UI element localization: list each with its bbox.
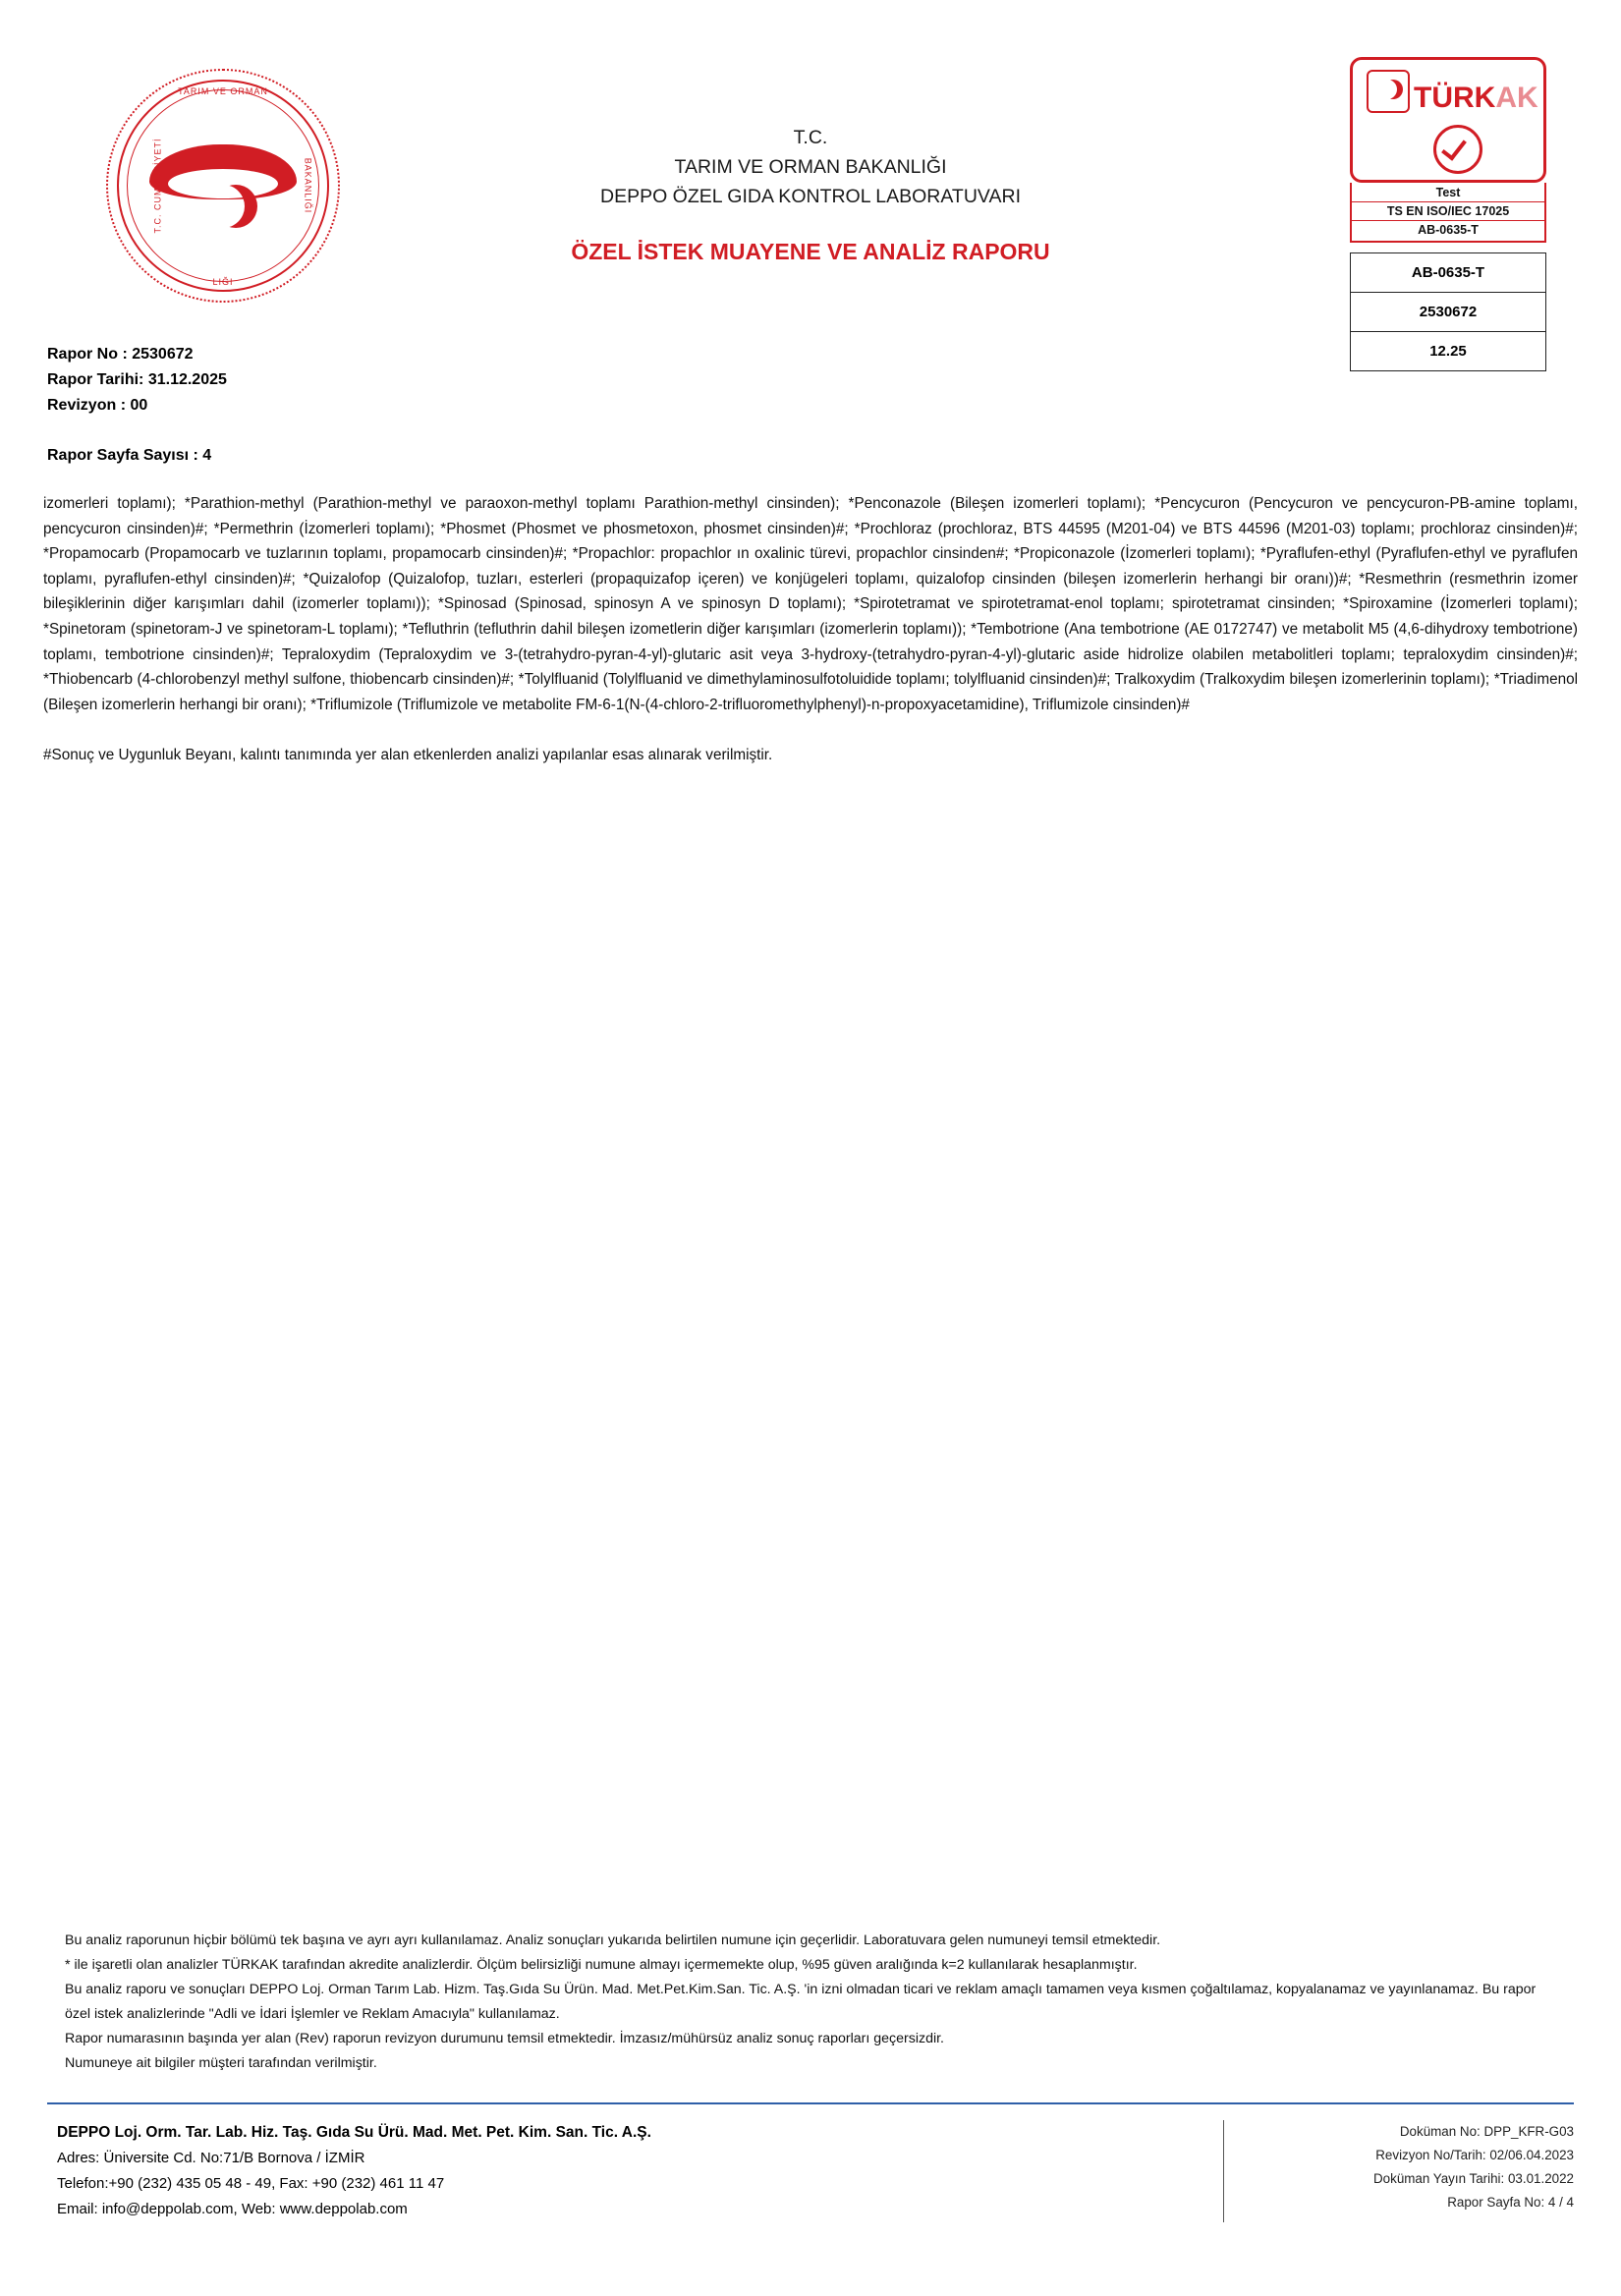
turkak-box-date: 12.25 [1429,343,1467,360]
report-no: Rapor No : 2530672 [47,346,194,363]
turkak-word-main: TÜRK [1414,82,1496,114]
report-meta [47,342,227,419]
turkak-accreditation-code: AB-0635-T [1352,220,1544,239]
disclaimer-block [65,1929,1556,2076]
turkak-box-report-no: 2530672 [1351,293,1545,332]
org-line-2: TARIM VE ORMAN BAKANLIĞI [674,156,947,178]
disclaimer-line-1: Bu analiz raporunun hiçbir bölümü tek başına ve ayrı ayrı kullanılamaz. Analiz sonuçları yukarıda belirtilen numune için geçerlidir. Laboratuvara gelen numuneyi temsil etmektedir. [65,1932,1161,1948]
report-page-count: Rapor Sayfa Sayısı : 4 [47,447,212,464]
footer-page-no: Rapor Sayfa No: 4 / 4 [1447,2195,1574,2210]
page-title: ÖZEL İSTEK MUAYENE VE ANALİZ RAPORU [571,239,1050,264]
footer-company-name: DEPPO Loj. Orm. Tar. Lab. Hiz. Taş. Gıda Su Ürü. Mad. Met. Pet. Kim. San. Tic. A.Ş. [57,2124,651,2141]
check-badge-icon [1433,125,1482,174]
disclaimer-line-5: Numuneye ait bilgiler müşteri tarafından verilmiştir. [65,2055,377,2071]
org-line-1: T.C. [793,127,828,148]
footer-revision: Revizyon No/Tarih: 02/06.04.2023 [1375,2148,1574,2162]
seal-text-left: T.C. CUMHURİYETİ [152,138,163,234]
seal-text-top: TARIM VE ORMAN [178,86,268,96]
footer-doc-no: Doküman No: DPP_KFR-G03 [1399,2124,1574,2139]
turkak-accreditation-block [1350,57,1546,371]
report-footer [57,2120,1574,2222]
crescent-icon [1377,80,1397,99]
footer-phone: Telefon:+90 (232) 435 05 48 - 49, Fax: +90 (232) 461 11 47 [57,2175,445,2192]
seal-text-right: BAKANLIĞI [303,157,313,214]
footer-divider [47,2102,1574,2104]
turkak-test-label: Test [1435,186,1461,199]
disclaimer-line-4: Rapor numarasının başında yer alan (Rev) raporun revizyon durumunu temsil etmektedir. İmzasız/mühürsüz analiz sonuç raporları geçersizdir. [65,2031,945,2046]
turkak-standard: TS EN ISO/IEC 17025 [1352,201,1544,220]
disclaimer-line-3: Bu analiz raporu ve sonuçları DEPPO Loj. Orman Tarım Lab. Hizm. Taş.Gıda Su Ürün. Mad. Met.Pet.Kim.San. Tic. A.Ş. 'in izni olmadan ticari ve reklam amaçlı tamamen veya kısmen çoğaltılamaz, kopyalanamaz ve yayınlanamaz. Bu rapor özel istek analizlerinde "Adli ve İdari İşlemler ve Reklam Amacıyla" kullanılamaz. [65,1982,1537,2022]
turkak-info-table [1350,252,1546,371]
turkak-logo [1350,57,1546,183]
footer-email: Email: info@deppolab.com, Web: www.deppolab.com [57,2201,408,2217]
org-line-3: DEPPO ÖZEL GIDA KONTROL LABORATUVARI [599,186,1021,207]
turkak-word-accent: AK [1495,82,1538,114]
turkish-flag-icon [1367,70,1410,113]
report-revision: Revizyon : 00 [47,397,148,414]
footer-publish-date: Doküman Yayın Tarihi: 03.01.2022 [1373,2171,1574,2186]
footer-company-block [57,2120,651,2222]
footer-document-block [1223,2120,1574,2222]
footer-address: Adres: Üniversite Cd. No:71/B Bornova / İZMİR [57,2150,365,2166]
analysis-scope-text [43,491,1578,768]
analysis-note: #Sonuç ve Uygunluk Beyanı, kalıntı tanımında yer alan etkenlerden analizi yapılanlar esas alınarak verilmiştir. [43,747,773,764]
seal-text-bottom: LIĞI [212,277,234,287]
header-title-block [47,123,1574,265]
analysis-paragraph: izomerleri toplamı); *Parathion-methyl (Parathion-methyl ve paraoxon-methyl toplamı Parathion-methyl cinsinden); *Penconazole (Bileşen izomerleri toplamı); *Pencycuron (Pencycuron ve pencycuron-PB-amine toplamı, pencycuron cinsinden)#; *Permethrin (İzomerleri toplamı); *Phosmet (Phosmet ve phosmetoxon, phosmet cinsinden)#; *Prochloraz (prochloraz, BTS 44595 (M201-04) ve BTS 44596 (M201-03) toplamı; prochloraz cinsinden)#; *Propamocarb (Propamocarb ve tuzlarının toplamı, propamocarb cinsinden)#; *Propachlor: propachlor ın oxalinic türevi, propachlor cinsinden#; *Propiconazole (İzomerleri toplamı); *Pyraflufen-ethyl (Pyraflufen-ethyl ve pyraflufen toplamı, pyraflufen-ethyl cinsinden)#; *Quizalofop (Quizalofop, tuzları, esterleri (propaquizafop içeren) ve konjügeleri toplamı, quizalofop cinsinden (bileşen izomerlerin herhangi bir oranı))#; *Resmethrin (resmethrin izomer bileşiklerinin diğer karışımları dahil (izomerler toplamı)); *Spinosad (Spinosad, spinosyn A ve spinosyn D toplamı); *Spirotetramat ve spirotetramat-enol toplamı; spirotetramat cinsinden; *Spiroxamine (İzomerleri toplamı); *Spinetoram (spinetoram-J ve spinetoram-L toplamı); *Tefluthrin (tefluthrin dahil bileşen izometlerin diğer karışımları (izomerlerin toplamı)); *Tembotrione (Ana tembotrione (AE 0172747) ve metabolit M5 (4,6-dihydroxy tembotrione) toplamı, tembotrione cinsinden)#; Tepraloxydim (Tepraloxydim ve 3-(tetrahydro-pyran-4-yl)-glutaric asit veya 3-hydroxy-(tetrahydro-pyran-4-yl)-glutaric aside hidrolize olabilen metabolitleri toplamı; tepraloxydim cinsinden)#; *Thiobencarb (4-chlorobenzyl methyl sulfone, thiobencarb cinsinden)#; *Tolylfluanid (Tolylfluanid ve dimethylaminosulfotoluidide toplamı; tolylfluanid cinsinden)#; Tralkoxydim (Tralkoxydim bileşen izomerlerinin toplamı); *Triadimenol (Bileşen izomerlerin herhangi bir oranı); *Triflumizole (Triflumizole ve metabolite FM-6-1(N-(4-chloro-2-trifluoromethylphenyl)-n-propoxyacetamidine), Triflumizole cinsinden)# [43,495,1578,713]
turkak-box-code: AB-0635-T [1351,253,1545,293]
turkak-wordmark [1414,82,1538,115]
turkak-test-band [1350,183,1546,243]
report-date: Rapor Tarihi: 31.12.2025 [47,371,227,388]
disclaimer-line-2: * ile işaretli olan analizler TÜRKAK tarafından akredite analizlerdir. Ölçüm belirsizliği numune almayı içermemekte olup, %95 güven aralığında k=2 kullanılarak hesaplanmıştır. [65,1957,1138,1973]
